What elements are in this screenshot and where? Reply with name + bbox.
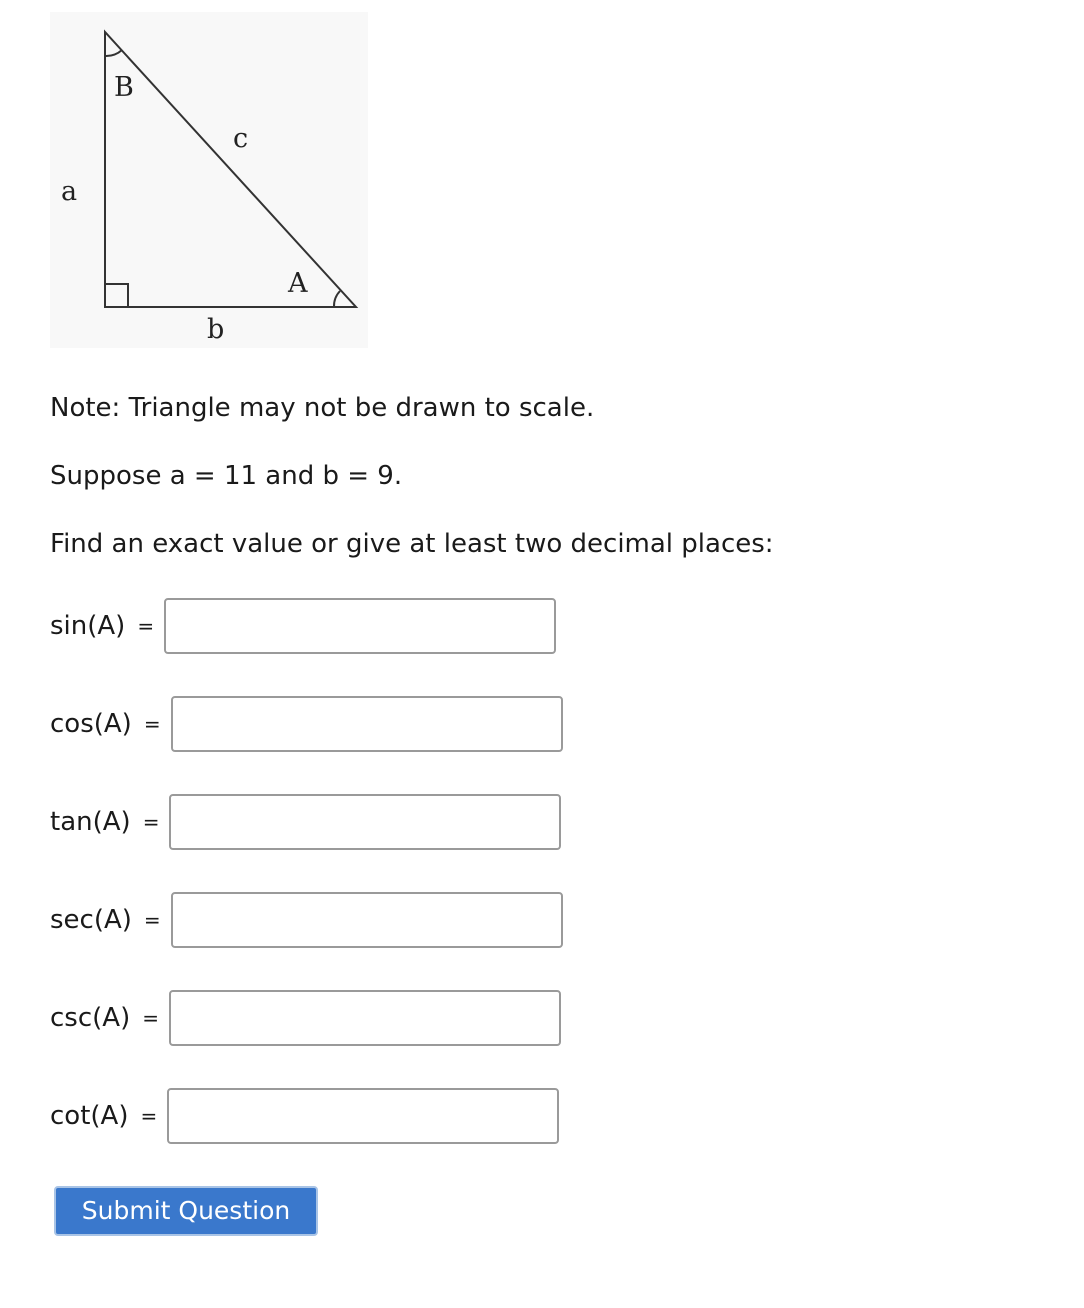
equals-sign: = bbox=[137, 614, 155, 638]
equals-sign: = bbox=[140, 1104, 158, 1128]
scale-note: Note: Triangle may not be drawn to scale. bbox=[50, 393, 595, 423]
question-label: cot(A) bbox=[50, 1101, 129, 1131]
angle-b-arc bbox=[105, 50, 122, 56]
angle-a-arc bbox=[334, 291, 340, 307]
question-row-csc bbox=[50, 988, 561, 1048]
question-row-cot bbox=[50, 1086, 559, 1146]
equals-sign: = bbox=[142, 1006, 159, 1030]
csc-answer-input[interactable] bbox=[169, 990, 561, 1046]
triangle-figure bbox=[50, 12, 368, 348]
sec-answer-input[interactable] bbox=[171, 892, 563, 948]
equals-sign: = bbox=[143, 712, 161, 736]
vertex-label-a: A bbox=[288, 268, 308, 299]
question-label: cos(A) bbox=[50, 709, 132, 739]
question-label: csc(A) bbox=[50, 1003, 131, 1033]
side-label-b: b bbox=[207, 314, 225, 345]
side-label-a: a bbox=[61, 176, 78, 207]
triangle-shape bbox=[105, 32, 356, 307]
question-row-cos bbox=[50, 694, 563, 754]
instruction-text: Find an exact value or give at least two decimal places: bbox=[50, 529, 774, 559]
equals-sign: = bbox=[142, 810, 160, 834]
given-values: Suppose a = 11 and b = 9. bbox=[50, 461, 403, 491]
question-label: sin(A) bbox=[50, 611, 126, 641]
question-row-tan bbox=[50, 792, 561, 852]
cot-answer-input[interactable] bbox=[167, 1088, 559, 1144]
cos-answer-input[interactable] bbox=[171, 696, 563, 752]
equals-sign: = bbox=[143, 908, 161, 932]
submit-question-button[interactable]: Submit Question bbox=[54, 1186, 318, 1236]
vertex-label-b: B bbox=[114, 72, 134, 103]
side-label-c: c bbox=[233, 123, 249, 154]
right-angle-marker bbox=[105, 284, 128, 307]
triangle-diagram bbox=[50, 12, 368, 348]
question-label: sec(A) bbox=[50, 905, 132, 935]
sin-answer-input[interactable] bbox=[164, 598, 556, 654]
question-row-sec bbox=[50, 890, 563, 950]
question-row-sin bbox=[50, 596, 556, 656]
question-label: tan(A) bbox=[50, 807, 131, 837]
tan-answer-input[interactable] bbox=[169, 794, 561, 850]
